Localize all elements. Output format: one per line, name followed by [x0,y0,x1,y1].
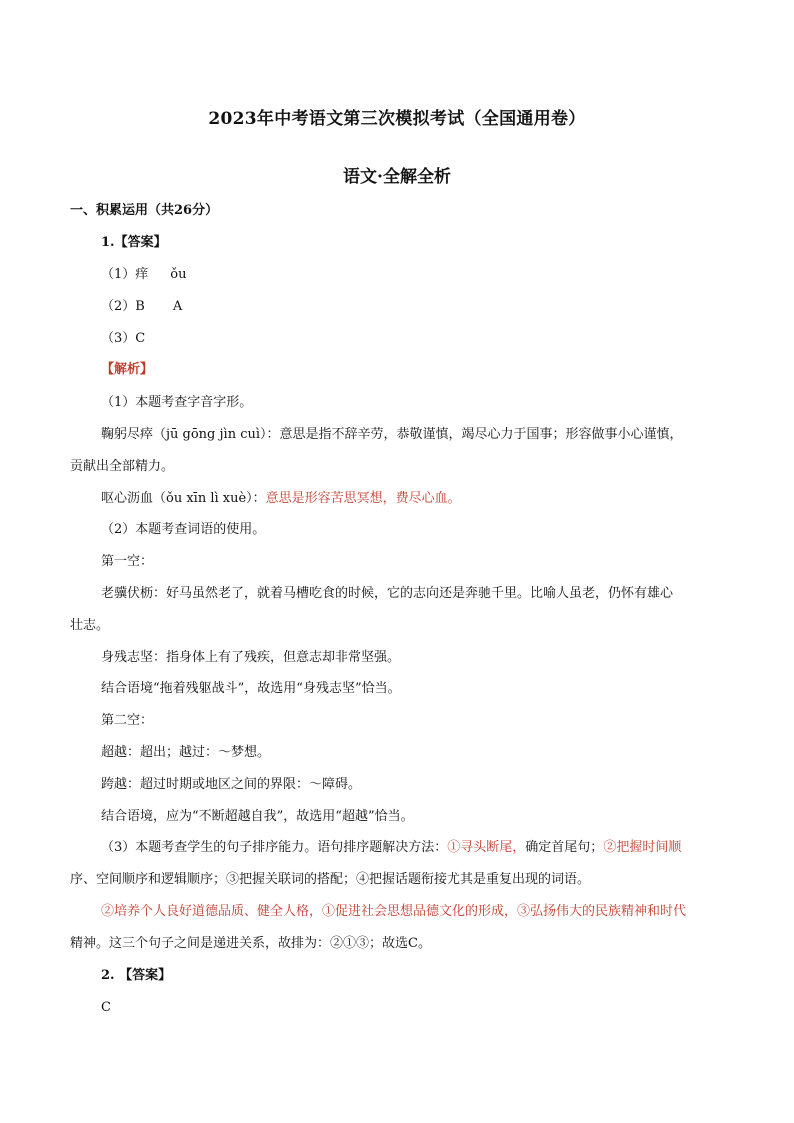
answer-2-num: （2）B [101,299,145,314]
p3-red: 意思是形容苦思冥想，费尽心血。 [265,491,461,506]
paragraph: 鞠躬尽瘁（jū gōng jìn cuì）：意思是指不辞辛劳，恭敬谨慎，竭尽心力于国事；形容做事小心谨慎， [101,427,683,442]
answer-3: （3）C [101,331,146,346]
answer-1-pinyin: ǒu [170,267,187,282]
page-subtitle: 语文·全解全析 [343,167,451,187]
paragraph [101,838,681,858]
answer-2-b: A [172,299,183,314]
paragraph: 超越：超出；越过：～梦想。 [101,745,271,760]
answer-label-q1: 1.【答案】 [101,235,167,250]
paragraph: 第一空： [101,554,154,569]
p3-prefix: 呕心沥血（ǒu xīn lì xuè）： [101,491,266,506]
p13-b: 确定首尾句； [525,840,604,855]
paragraph: 精神。这三个句子之间是递进关系，故排为：②①③；故选C。 [70,936,431,951]
paragraph: 老骥伏枥：好马虽然老了，就着马槽吃食的时候，它的志向还是奔驰千里。比喻人虽老，仍怀有雄心 [101,586,674,601]
paragraph: 结合语境“拖着残躯战斗”，故选用“身残志坚”恰当。 [101,681,401,696]
paragraph: 贡献出全部精力。 [70,459,175,474]
answer-1-num: （1）痒 [101,267,149,282]
section-heading: 一、积累运用（共26分） [70,203,219,218]
answer-1 [101,265,186,285]
paragraph: 跨越：超过时期或地区之间的界限：～障碍。 [101,777,362,792]
paragraph: 身残志坚：指身体上有了残疾，但意志却非常坚强。 [101,650,401,665]
answer-q2: C [101,1000,111,1015]
paragraph: （2）本题考查词语的使用。 [101,522,266,537]
analysis-label: 【解析】 [101,362,154,377]
paragraph: 壮志。 [70,618,110,633]
paragraph: 结合语境，应为“不断超越自我”，故选用“超越”恰当。 [101,809,414,824]
p13-red: ①寻头断尾， [447,840,526,855]
p13-red2: ②把握时间顺 [603,840,682,855]
answer-label-q2: 2. 【答案】 [101,968,172,983]
paragraph [101,489,461,509]
paragraph: 第二空： [101,713,154,728]
paragraph: ②培养个人良好道德品质、健全人格，①促进社会思想品德文化的形成，③弘扬伟大的民族精神和时代 [101,904,687,919]
p13-a: （3）本题考查学生的句子排序能力。语句排序题解决方法： [101,840,448,855]
paragraph: （1）本题考查字音字形。 [101,395,253,410]
page-title: 2023年中考语文第三次模拟考试（全国通用卷） [208,109,586,129]
paragraph: 序、空间顺序和逻辑顺序；③把握关联词的搭配；④把握话题衔接尤其是重复出现的词语。 [70,872,591,887]
answer-2 [101,297,182,317]
